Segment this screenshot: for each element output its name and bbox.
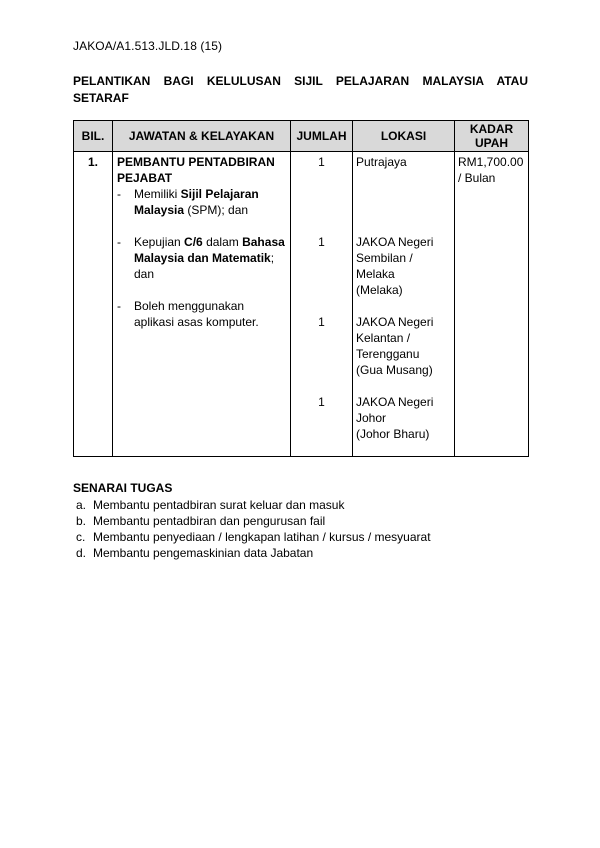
task-list-title: SENARAI TUGAS: [73, 481, 173, 495]
location-item: [356, 394, 451, 442]
jumlah-value: 1: [318, 395, 325, 409]
task-list: [73, 481, 533, 561]
requirement-bold: Bahasa Malaysia dan Matematik: [134, 235, 285, 265]
row-kadar-upah: RM1,700.00 / Bulan: [455, 152, 529, 457]
requirement-text: dalam: [202, 235, 243, 249]
row-jawatan-cell: [113, 152, 291, 457]
requirement-bold: Sijil Pelajaran Malaysia: [134, 187, 259, 217]
row-jumlah-cell: [291, 152, 353, 457]
location-line: (Gua Musang): [356, 363, 433, 377]
vacancy-table: [73, 120, 529, 457]
requirement-text: Boleh menggunakan aplikasi asas komputer.: [134, 299, 259, 329]
requirement-dash: -: [117, 187, 121, 201]
location-line: Johor: [356, 411, 387, 425]
document-reference: JAKOA/A1.513.JLD.18 (15): [73, 39, 223, 53]
requirement-dash: -: [117, 299, 121, 313]
location-item: [356, 154, 451, 170]
requirement-bold: C/6: [184, 235, 203, 249]
location-line: Melaka: [356, 267, 395, 281]
list-item: [73, 545, 533, 561]
list-item-text: Membantu penyediaan / lengkapan latihan / kursus / mesyuarat: [93, 530, 431, 544]
requirement-text: Kepujian: [134, 235, 185, 249]
location-line: JAKOA Negeri: [356, 315, 434, 329]
table-row: [74, 152, 529, 457]
location-line: JAKOA Negeri: [356, 395, 434, 409]
list-item: [73, 529, 533, 545]
row-bil: 1.: [74, 152, 113, 457]
header-jumlah: JUMLAH: [291, 121, 353, 152]
header-lokasi: LOKASI: [353, 121, 455, 152]
location-line: Terengganu: [356, 347, 420, 361]
table-header-row: [74, 121, 529, 152]
row-lokasi-cell: [353, 152, 455, 457]
requirement-dash: -: [117, 235, 121, 249]
requirement-item: [116, 298, 287, 330]
requirement-item: [116, 234, 287, 282]
jumlah-value: 1: [318, 235, 325, 249]
location-line: Sembilan /: [356, 251, 413, 265]
list-item: [73, 497, 533, 513]
header-kadar-upah: KADAR UPAH: [455, 121, 529, 152]
jumlah-value: 1: [318, 155, 325, 169]
requirement-text: (SPM); dan: [184, 203, 249, 217]
location-item: [356, 314, 451, 378]
header-bil: BIL.: [74, 121, 113, 152]
post-title: PEMBANTU PENTADBIRAN PEJABAT: [117, 155, 275, 185]
location-line: (Melaka): [356, 283, 403, 297]
location-line: (Johor Bharu): [356, 427, 430, 441]
jumlah-value: 1: [318, 315, 325, 329]
requirement-item: [116, 186, 287, 218]
location-line: Putrajaya: [356, 155, 407, 169]
requirement-text: ; dan: [134, 251, 275, 281]
list-item: [73, 513, 533, 529]
list-item-letter: c.: [76, 530, 86, 544]
list-item-text: Membantu pentadbiran surat keluar dan masuk: [93, 498, 345, 512]
list-item-text: Membantu pengemaskinian data Jabatan: [93, 546, 314, 560]
list-item-letter: a.: [76, 498, 87, 512]
location-line: JAKOA Negeri: [356, 235, 434, 249]
document-heading: PELANTIKAN BAGI KELULUSAN SIJIL PELAJARAN MALAYSIA ATAU SETARAF: [73, 74, 528, 105]
location-line: Kelantan /: [356, 331, 411, 345]
list-item-text: Membantu pentadbiran dan pengurusan fail: [93, 514, 326, 528]
location-item: [356, 234, 451, 298]
list-item-letter: b.: [76, 514, 87, 528]
requirement-text: Memiliki: [134, 187, 181, 201]
list-item-letter: d.: [76, 546, 87, 560]
header-jawatan: JAWATAN & KELAYAKAN: [113, 121, 291, 152]
